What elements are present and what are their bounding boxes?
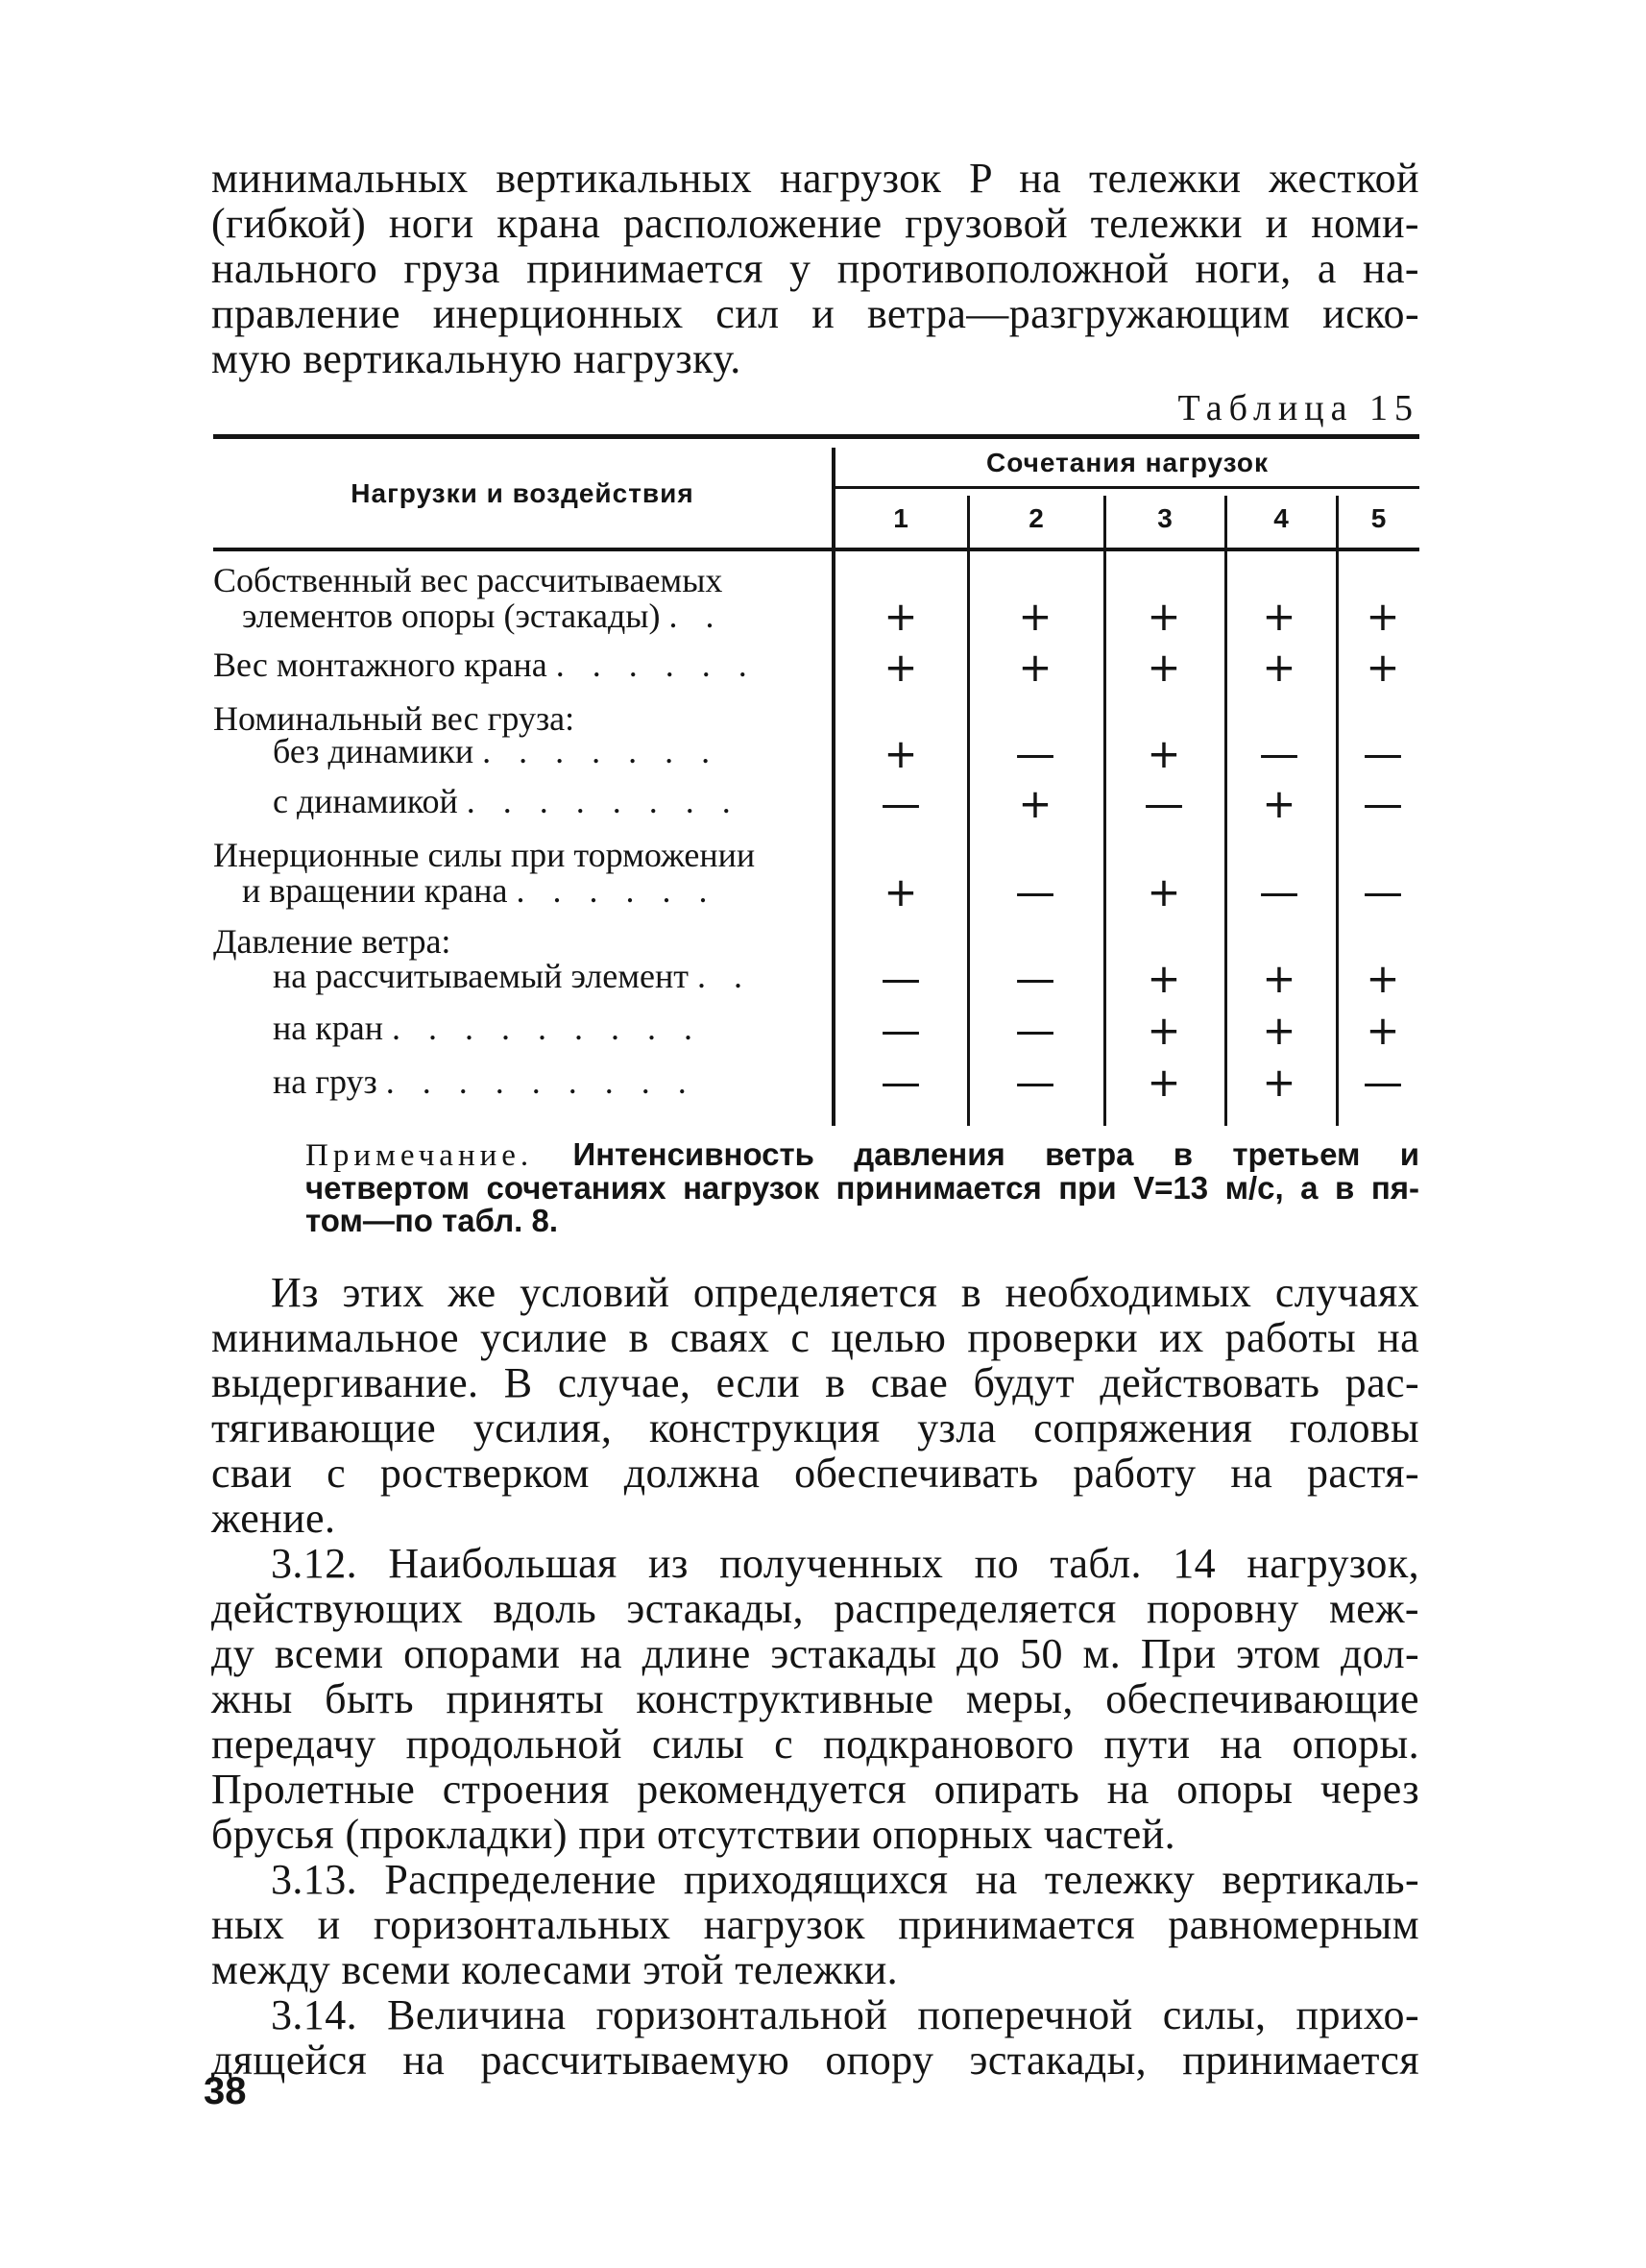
row-leader: . . . . . . . [482,732,720,770]
text-line: передачу продольной силы с подкранового пути на опоры. [211,1720,1419,1768]
row-leader: . . [668,597,724,635]
row-label-wind-element [213,959,752,994]
cell-mark: — [881,1007,921,1054]
cell-mark: — [1363,730,1403,777]
cell-mark: + [1147,1007,1181,1054]
cell-mark: + [1147,644,1181,691]
row-label-line: Вес монтажного крана [213,646,547,684]
cell-mark: — [881,1059,921,1106]
row-label-with-dynamics [213,784,740,819]
row-label-line: Давление ветра: [213,922,451,961]
column-rule [967,496,970,1126]
row-label-line: Собственный вес рассчитываемых [213,561,723,599]
page-number: 38 [204,2070,247,2112]
column-header-3: 3 [1157,503,1174,533]
text-line: тягивающие усилия, конструкция узла сопряжения головы [211,1404,1419,1451]
cell-mark: + [1018,593,1053,640]
text-line: минимальное усилие в сваях с целью проверки их работы на [211,1314,1419,1361]
text-line: сваи с ростверком должна обеспечивать работу на растя- [211,1450,1419,1497]
cell-mark: + [1262,1007,1296,1054]
combinations-underline [835,486,1419,489]
row-leader: . . . . . . . . . [385,1062,696,1101]
cell-mark: + [1147,955,1181,1002]
row-label-wind-group [213,924,450,960]
row-label-line: и вращении крана [242,871,508,910]
text-line: нального груза принимается у противоположной ноги, а на- [211,245,1419,292]
cell-mark: — [1015,955,1055,1002]
note-label: Примечание. [305,1138,534,1173]
cell-mark: — [1015,730,1055,777]
cell-mark: + [1366,593,1400,640]
cell-mark: — [1363,780,1403,827]
column-rule [1224,496,1227,1126]
cell-mark: + [1147,868,1181,915]
cell-mark: + [1366,1007,1400,1054]
text-line: действующих вдоль эстакады, распределяется поровну меж- [211,1585,1419,1632]
column-rule [832,448,835,1126]
text-line: жны быть приняты конструктивные меры, обеспечивающие [211,1675,1419,1722]
text-line: между всеми колесами этой тележки. [211,1946,899,1993]
cell-mark: — [1363,1059,1403,1106]
note-text: Интенсивность давления ветра в третьем и [572,1136,1419,1172]
cell-mark: + [1018,780,1053,827]
cell-mark: — [1259,868,1299,915]
row-label-line: Инерционные силы при торможении [213,836,756,874]
cell-mark: — [1144,780,1184,827]
table-note [305,1138,1419,1237]
row-label-line: Номинальный вес груза: [213,699,575,738]
text-line: (гибкой) ноги крана расположение грузовой тележки и номи- [211,200,1419,247]
cell-mark: + [1366,644,1400,691]
paragraph-body [211,1270,1419,2083]
text-line: выдергивание. В случае, если в свае будут действовать рас- [211,1359,1419,1406]
cell-mark: + [1262,593,1296,640]
row-leader: . . . . . . . . [466,782,740,820]
column-rule [1103,496,1106,1126]
cell-mark: + [1018,644,1053,691]
cell-mark: + [884,868,918,915]
cell-mark: + [884,644,918,691]
cell-mark: + [884,593,918,640]
text-line: дящейся на рассчитываемую опору эстакады, принимается [211,2036,1419,2084]
column-header-5: 5 [1370,503,1388,533]
cell-mark: — [1015,1059,1055,1106]
cell-mark: + [1147,730,1181,777]
cell-mark: + [1262,1059,1296,1106]
cell-mark: — [1015,1007,1055,1054]
text-line: 3.13. Распределение приходящихся на тележку вертикаль- [271,1856,1419,1903]
note-line [305,1138,1419,1172]
row-leader: . . . . . . [555,646,757,684]
note-line: четвертом сочетаниях нагрузок принимается при V=13 м/с, а в пя- [305,1170,1419,1206]
paragraph-top [211,156,1419,381]
cell-mark: + [1262,955,1296,1002]
column-header-4: 4 [1273,503,1290,533]
text-line: 3.12. Наибольшая из полученных по табл. 14 нагрузок, [271,1540,1419,1587]
text-line: брусья (прокладки) при отсутствии опорных частей. [211,1811,1176,1858]
cell-mark: — [1363,868,1403,915]
column-header-2: 2 [1029,503,1045,533]
table-header-rule [213,548,1419,551]
row-label-line: на груз [273,1062,377,1101]
text-line: Пролетные строения рекомендуется опирать на опоры через [211,1766,1419,1813]
row-leader: . . [696,957,752,995]
row-leader: . . . . . . . . . [391,1009,702,1047]
row-label-inertia [213,838,755,909]
text-line: 3.14. Величина горизонтальной поперечной силы, прихо- [271,1991,1419,2038]
cell-mark: — [881,780,921,827]
row-label-line: на рассчитываемый элемент [273,957,689,995]
text-line: ду всеми опорами на длине эстакады до 50 м. При этом дол- [211,1630,1419,1677]
cell-mark: + [884,730,918,777]
text-line: ных и горизонтальных нагрузок принимается равномерным [211,1901,1419,1948]
cell-mark: + [1366,955,1400,1002]
row-label-own-weight [213,563,723,634]
loads-table [213,434,1419,1126]
combinations-header: Сочетания нагрузок [985,448,1270,477]
cell-mark: + [1147,1059,1181,1106]
note-line: том—по табл. 8. [305,1203,559,1238]
cell-mark: + [1262,780,1296,827]
table-top-rule [213,434,1419,439]
cell-mark: — [1259,730,1299,777]
row-label-line: без динамики [273,732,474,770]
row-label-no-dynamics [213,734,719,769]
text-line: мую вертикальную нагрузку. [211,335,741,382]
text-line: правление инерционных сил и ветра—разгружающим иско- [211,290,1419,337]
row-label-line: элементов опоры (эстакады) [242,597,661,635]
text-line: Из этих же условий определяется в необходимых случаях [271,1269,1419,1316]
text-line: жение. [211,1495,336,1542]
column-rule [1336,496,1339,1126]
row-label-crane-weight [213,647,757,683]
column-header-1: 1 [893,503,909,533]
row-leader: . . . . . . [516,871,717,910]
table-caption: Таблица 15 [1177,388,1419,428]
cell-mark: + [1262,644,1296,691]
row-label-line: на кран [273,1009,383,1047]
row-label-wind-crane [213,1011,702,1046]
loads-header: Нагрузки и воздействия [351,478,694,508]
text-line: минимальных вертикальных нагрузок P на тележки жесткой [211,155,1419,202]
row-label-wind-cargo [213,1064,696,1100]
row-label-line: с динамикой [273,782,458,820]
cell-mark: — [1015,868,1055,915]
cell-mark: + [1147,593,1181,640]
cell-mark: — [881,955,921,1002]
